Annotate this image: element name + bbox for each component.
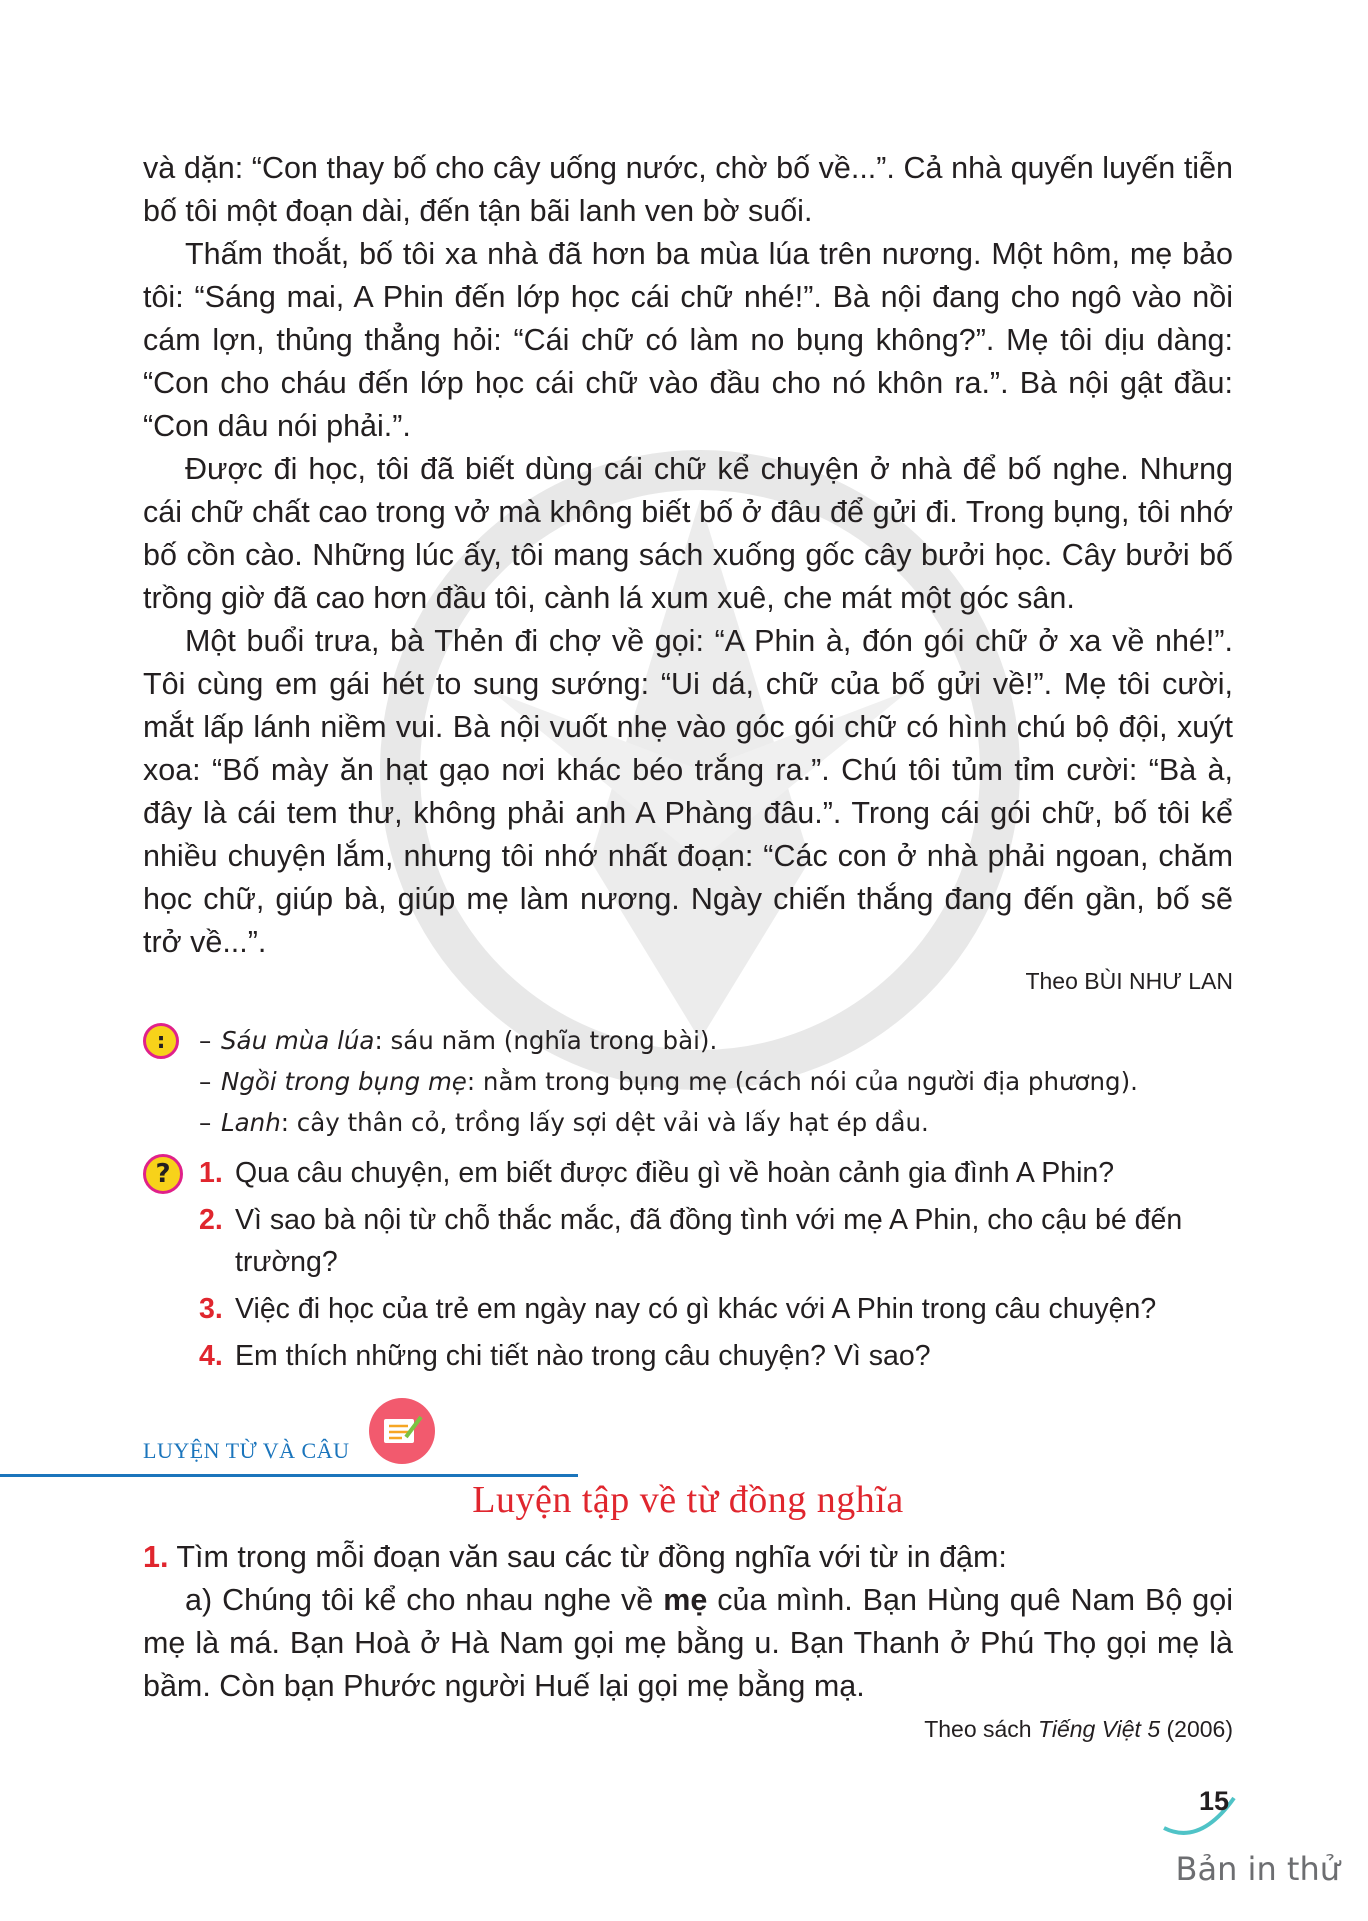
question-text: Qua câu chuyện, em biết được điều gì về hoàn cảnh gia đình A Phin? [235,1157,1115,1189]
question-icon: ? [143,1154,183,1194]
question-number: 2. [199,1204,223,1236]
glossary-definition: : sáu năm (nghĩa trong bài). [374,1026,718,1055]
story-paragraph: Một buổi trưa, bà Thẻn đi chợ về gọi: “A Phin à, đón gói chữ ở xa về nhé!”. Tôi cùng em gái hét to sung sướng: “Ui dá, chữ của bố gửi về!”. Mẹ tôi cười, mắt lấp lánh niềm vui. Bà nội vuốt nhẹ vào góc gói chữ có hình chú bộ đội, xuýt xoa: “Bố mày ăn hạt gạo nơi khác béo trắng ra.”. Chú tôi tủm tỉm cười: “Bà à, đây là cái tem thư, không phải anh A Phàng đâu.”. Trong cái gói chữ, bố tôi kể nhiều chuyện lắm, nhưng tôi nhớ nhất đoạn: “Các con ở nhà phải ngoan, chăm học chữ, giúp bà, giúp mẹ làm nương. Ngày chiến thắng đang đến gần, bố sẽ trở về...”. [143,624,1233,959]
exercise-number: 1. [143,1540,169,1574]
passage-text: a) Chúng tôi kể cho nhau nghe về [185,1583,664,1617]
question-text: Vì sao bà nội từ chỗ thắc mắc, đã đồng tình với mẹ A Phin, cho cậu bé đến trường? [235,1204,1183,1278]
question-item [199,1288,1233,1330]
passage-text: của mình. Bạn Hùng quê Nam Bộ gọi mẹ là má. Bạn Hoà ở Hà Nam gọi mẹ bằng u. Bạn Thanh ở Phú Thọ gọi mẹ là bầm. Còn bạn Phước người Huế lại gọi mẹ bằng mạ. [143,1583,1233,1703]
story-paragraph: Thấm thoắt, bố tôi xa nhà đã hơn ba mùa lúa trên nương. Một hôm, mẹ bảo tôi: “Sáng mai, A Phin đến lớp học cái chữ nhé!”. Bà nội đang cho ngô vào nồi cám lợn, thủng thẳng hỏi: “Cái chữ có làm no bụng không?”. Mẹ tôi dịu dàng: “Con cho cháu đến lớp học cái chữ vào đầu cho nó khôn ra.”. Bà nội gật đầu: “Con dâu nói phải.”. [143,237,1233,443]
comprehension-questions [199,1152,1233,1382]
question-number: 3. [199,1293,223,1325]
exercise-prompt [143,1536,1233,1579]
print-proof-mark: Bản in thử [1175,1850,1340,1888]
source-text: Theo sách [924,1716,1038,1742]
lesson-title: Luyện tập về từ đồng nghĩa [472,1479,904,1521]
page-number: 15 [1198,1786,1229,1816]
question-number: 1. [199,1157,223,1189]
bold-word: mẹ [663,1583,708,1617]
glossary-item [199,1061,1229,1102]
glossary-term: Lanh [221,1108,281,1137]
glossary-item [199,1102,1229,1143]
glossary-icon: : [143,1023,179,1059]
dash: – [199,1026,212,1055]
glossary-definition: : cây thân cỏ, trồng lấy sợi dệt vải và lấy hạt ép dầu. [280,1108,929,1137]
story-text [143,147,1233,964]
section-label: LUYỆN TỪ VÀ CÂU [143,1438,350,1463]
story-paragraph: và dặn: “Con thay bố cho cây uống nước, chờ bố về...”. Cả nhà quyến luyến tiễn bố tôi một đoạn dài, đến tận bãi lanh ven bờ suối. [143,151,1233,228]
question-item [199,1152,1233,1194]
question-text: Em thích những chi tiết nào trong câu chuyện? Vì sao? [235,1340,931,1372]
exercise-source [924,1716,1233,1743]
story-paragraph: Được đi học, tôi đã biết dùng cái chữ kể chuyện ở nhà để bố nghe. Nhưng cái chữ chất cao trong vở mà không biết bố ở đâu để gửi đi. Trong bụng, tôi nhớ bố cồn cào. Những lúc ấy, tôi mang sách xuống gốc cây bưởi học. Cây bưởi bố trồng giờ đã cao hơn đầu tôi, cành lá xum xuê, che mát một góc sân. [143,452,1233,615]
question-item [199,1199,1233,1283]
section-divider [0,1474,578,1477]
source-text: (2006) [1160,1716,1233,1742]
section-header [143,1398,435,1474]
glossary-term: Ngồi trong bụng mẹ [221,1067,467,1096]
dash: – [199,1108,212,1137]
exercise-passage [143,1579,1233,1708]
glossary-term: Sáu mùa lúa [221,1026,375,1055]
exercise [143,1536,1233,1708]
glossary [199,1020,1229,1143]
question-text: Việc đi học của trẻ em ngày nay có gì khác với A Phin trong câu chuyện? [235,1293,1157,1325]
glossary-definition: : nằm trong bụng mẹ (cách nói của người địa phương). [466,1067,1138,1096]
exercise-instruction: Tìm trong mỗi đoạn văn sau các từ đồng nghĩa với từ in đậm: [176,1540,1007,1574]
dash: – [199,1067,212,1096]
question-number: 4. [199,1340,223,1372]
story-source: Theo BÙI NHƯ LAN [1025,968,1233,994]
glossary-item [199,1020,1229,1061]
notebook-pencil-icon [369,1398,435,1464]
source-book-title: Tiếng Việt 5 [1038,1716,1161,1742]
question-item [199,1335,1233,1377]
